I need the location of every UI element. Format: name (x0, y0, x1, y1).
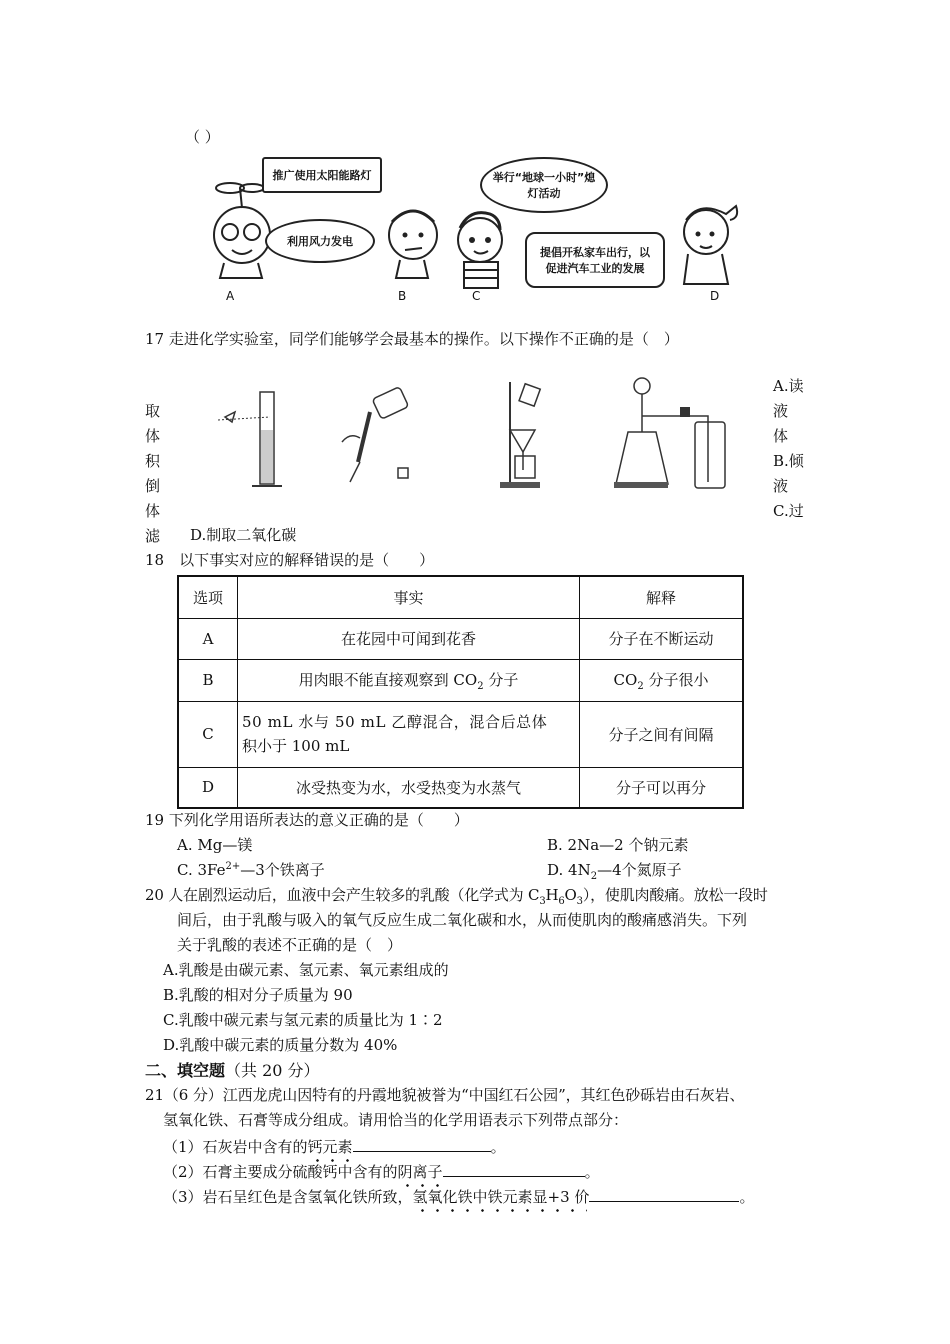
q16-bubble-a: 推广使用太阳能路灯 (262, 157, 382, 193)
table-header: 解释 (580, 576, 744, 618)
table-cell (580, 659, 744, 701)
q20-line-3: 关于乳酸的表述不正确的是（ ） (177, 936, 403, 954)
table-cell (238, 701, 580, 767)
table-row (178, 659, 743, 701)
table-cell: 在花园中可闻到花香 (238, 618, 580, 659)
q20-option-b: B.乳酸的相对分子质量为 90 (163, 986, 353, 1004)
q20-line-2: 间后，由于乳酸与吸入的氧气反应生成二氧化碳和水，从而使肌肉的酸痛感消失。下列 (177, 911, 748, 929)
table-cell: 分子之间有间隔 (580, 701, 744, 767)
text: 20 人在剧烈运动后，血液中会产生较多的乳酸（化学式为 C (145, 886, 540, 904)
q21-line-2: 氢氧化铁、石膏等成分组成。请用恰当的化学用语表示下列带点部分： (163, 1111, 629, 1129)
text: —3个铁离子 (240, 861, 325, 879)
q17-left-char: 滤 (145, 527, 161, 545)
character-c-illustration (458, 213, 502, 288)
cell-text: 分子很小 (643, 670, 709, 689)
q19-option-a: A. Mg—镁 (177, 836, 253, 854)
table-cell: 冰受热变为水，水受热变为水蒸气 (238, 767, 580, 808)
text: （2）石膏主要成分硫酸钙中含有的 (163, 1163, 398, 1181)
answer-blank[interactable] (353, 1136, 491, 1152)
text: （1）石灰岩中含有的 (163, 1138, 308, 1156)
subscript: 2 (477, 680, 484, 692)
q17-left-char: 体 (145, 502, 161, 520)
q20-option-a: A.乳酸是由碳元素、氢元素、氧元素组成的 (163, 961, 449, 979)
cell-text-line: 积小于 100 mL (242, 737, 350, 755)
pouring-liquid-illustration (342, 387, 409, 482)
q16-bubble-d: 提倡开私家车出行，以促进汽车工业的发展 (525, 232, 665, 288)
table-header: 事实 (238, 576, 580, 618)
q20-option-d: D.乳酸中碳元素的质量分数为 40% (163, 1036, 398, 1054)
q16-label-d: D (710, 289, 720, 303)
text: D. 4N (547, 861, 591, 879)
text: （3）岩石呈红色是含氢氧化铁所致， (163, 1188, 413, 1206)
q17-right-char: 液 (773, 477, 789, 495)
table-cell: D (178, 767, 238, 808)
subscript: 2 (590, 871, 598, 882)
cell-text: 分子 (483, 670, 519, 689)
q16-answer-paren: （ ） (185, 128, 220, 146)
co2-generation-apparatus-illustration (614, 378, 725, 488)
answer-blank[interactable] (443, 1161, 585, 1177)
cell-text: 用肉眼不能直接观察到 CO (298, 670, 478, 689)
table-cell: 分子可以再分 (580, 767, 744, 808)
q17-left-column (145, 399, 160, 549)
q21-sub-3 (163, 1186, 754, 1206)
character-b-illustration (389, 211, 437, 278)
table-row (178, 701, 743, 767)
q17-option-d: D.制取二氧化碳 (190, 526, 297, 544)
graduated-cylinder-illustration (218, 392, 282, 486)
table-cell (238, 659, 580, 701)
q20-option-c: C.乳酸中碳元素与氢元素的质量比为 1∶2 (163, 1011, 443, 1029)
q20-line-1 (145, 886, 768, 908)
text: ），使肌肉酸痛。放松一段时 (582, 886, 768, 904)
q16-label-c: C (472, 289, 481, 303)
q16-bubble-c: 举行“地球一小时”熄灯活动 (480, 157, 608, 213)
subscript: 3 (539, 896, 546, 907)
q16-label-a: A (226, 289, 235, 303)
table-cell: B (178, 659, 238, 701)
q17-right-column (773, 374, 804, 524)
table-header: 选项 (178, 576, 238, 618)
q21-line-1: 21（6 分）江西龙虎山因特有的丹霞地貌被誉为“中国红石公园”，其红色砂砾岩由石灰岩、 (145, 1086, 745, 1104)
q17-right-char: B.倾 (773, 452, 804, 470)
q17-left-char: 体 (145, 427, 161, 445)
q18-stem: 18 以下事实对应的解释错误的是（ ） (145, 551, 435, 569)
section-title (145, 1061, 320, 1080)
q17-right-char: 体 (773, 427, 789, 445)
section-points: （共 20 分） (225, 1061, 320, 1080)
text: 。 (490, 1138, 506, 1156)
table-cell: A (178, 618, 238, 659)
emphasized-text: 钙元素 (307, 1138, 353, 1156)
q21-sub-2 (163, 1161, 600, 1181)
text: H (545, 886, 559, 904)
q17-apparatus-figures (210, 372, 740, 497)
table-header-row (178, 576, 743, 618)
text: —4个氮原子 (597, 861, 682, 879)
q17-stem: 17 走进化学实验室，同学们能够学会最基本的操作。以下操作不正确的是（ ） (145, 330, 679, 348)
text: O (564, 886, 577, 904)
q16-bubble-b: 利用风力发电 (265, 219, 375, 263)
q17-left-char: 倒 (145, 477, 161, 495)
character-d-illustration (684, 206, 737, 284)
filtration-illustration (500, 382, 540, 488)
table-cell: C (178, 701, 238, 767)
q17-right-char: C.过 (773, 502, 804, 520)
subscript: 2 (637, 680, 644, 692)
q19-stem: 19 下列化学用语所表达的意义正确的是（ ） (145, 811, 469, 829)
character-a-illustration (214, 183, 270, 278)
emphasized-text: 氢氧化铁中铁元素显+3 价 (412, 1188, 590, 1206)
subscript: 3 (576, 896, 583, 907)
table-row (178, 618, 743, 659)
table-cell: 分子在不断运动 (580, 618, 744, 659)
q17-left-char: 取 (145, 402, 161, 420)
cell-text-line: 50 mL 水与 50 mL 乙醇混合，混合后总体 (242, 713, 548, 731)
q16-label-b: B (398, 289, 407, 303)
emphasized-text: 阴离子 (397, 1163, 443, 1181)
superscript: 2+ (225, 861, 241, 872)
q19-option-b: B. 2Na—2 个钠元素 (547, 836, 689, 854)
cell-text: CO (613, 670, 638, 689)
subscript: 6 (558, 896, 565, 907)
q21-sub-1 (163, 1136, 506, 1156)
q17-left-char: 积 (145, 452, 161, 470)
q17-right-char: 液 (773, 402, 789, 420)
q19-option-d (547, 861, 682, 883)
text: C. 3Fe (177, 861, 226, 879)
q19-option-c (177, 861, 325, 879)
answer-blank[interactable] (589, 1186, 739, 1202)
q17-right-char: A.读 (773, 377, 804, 395)
text: 。 (584, 1163, 600, 1181)
section-heading: 二、填空题 (145, 1061, 226, 1080)
q18-table (177, 575, 744, 809)
table-row (178, 767, 743, 808)
text: 。 (739, 1188, 755, 1206)
